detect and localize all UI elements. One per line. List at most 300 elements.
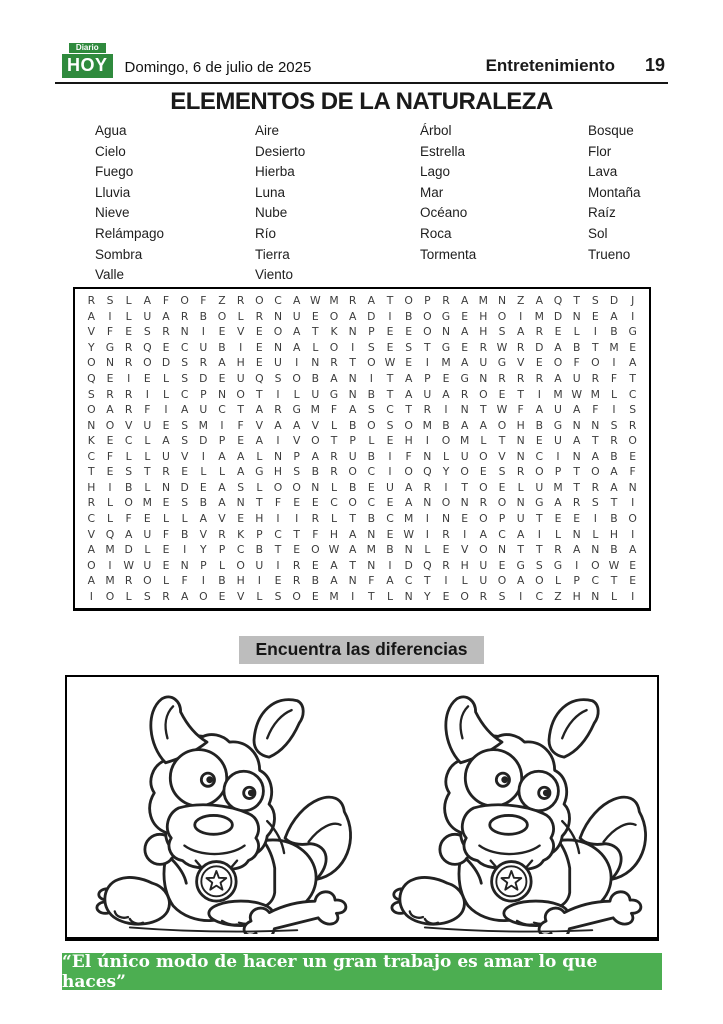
grid-letter: A bbox=[610, 480, 618, 494]
grid-letter: R bbox=[330, 465, 338, 479]
grid-letter: D bbox=[199, 372, 208, 386]
grid-letter: W bbox=[123, 558, 134, 572]
grid-letter: E bbox=[367, 480, 375, 494]
differences-panel bbox=[65, 675, 659, 941]
grid-letter: S bbox=[498, 325, 506, 339]
grid-letter: O bbox=[497, 309, 507, 323]
grid-letter: R bbox=[591, 372, 600, 386]
grid-letter: S bbox=[629, 403, 637, 417]
grid-letter: B bbox=[199, 496, 208, 510]
grid-letter: H bbox=[329, 527, 339, 541]
grid-letter: Z bbox=[554, 589, 562, 603]
grid-letter: V bbox=[292, 434, 301, 448]
grid-letter: O bbox=[479, 511, 488, 525]
grid-letter: U bbox=[199, 403, 208, 417]
grid-letter: I bbox=[220, 418, 224, 432]
grid-letter: R bbox=[516, 465, 525, 479]
logo-hoy-label: HOY bbox=[62, 54, 113, 78]
grid-letter: G bbox=[255, 465, 264, 479]
word-search-grid bbox=[73, 287, 651, 611]
grid-letter: W bbox=[384, 356, 396, 370]
grid-letter: N bbox=[180, 558, 189, 572]
grid-letter: T bbox=[610, 574, 618, 588]
grid-letter: R bbox=[572, 496, 581, 510]
grid-letter: N bbox=[591, 543, 600, 557]
grid-letter: I bbox=[351, 589, 355, 603]
grid-letter: Q bbox=[553, 294, 563, 308]
grid-letter: D bbox=[367, 309, 376, 323]
grid-letter: O bbox=[404, 465, 413, 479]
grid-letter: A bbox=[516, 527, 525, 541]
grid-letter: A bbox=[404, 480, 413, 494]
grid-letter: G bbox=[105, 340, 115, 354]
grid-letter: D bbox=[161, 356, 171, 370]
grid-letter: R bbox=[591, 480, 600, 494]
grid-letter: B bbox=[442, 418, 450, 432]
grid-letter: B bbox=[348, 418, 357, 432]
grid-letter: U bbox=[460, 449, 469, 463]
word-list bbox=[95, 121, 670, 286]
grid-letter: I bbox=[295, 356, 299, 370]
cartoon-dog-image-right bbox=[362, 680, 657, 934]
grid-letter: I bbox=[201, 449, 205, 463]
grid-letter: Z bbox=[218, 294, 226, 308]
grid-letter: O bbox=[236, 387, 245, 401]
grid-letter: A bbox=[516, 574, 525, 588]
grid-letter: F bbox=[573, 356, 580, 370]
grid-letter: E bbox=[311, 589, 319, 603]
grid-letter: E bbox=[237, 434, 245, 448]
grid-letter: N bbox=[441, 511, 451, 525]
grid-letter: O bbox=[348, 465, 357, 479]
grid-letter: N bbox=[348, 372, 357, 386]
grid-letter: R bbox=[516, 340, 525, 354]
grid-letter: R bbox=[498, 372, 506, 386]
grid-letter: N bbox=[516, 449, 525, 463]
grid-letter: A bbox=[348, 527, 357, 541]
grid-letter: C bbox=[404, 574, 413, 588]
grid-letter: D bbox=[180, 480, 189, 494]
grid-letter: T bbox=[536, 511, 543, 525]
grid-letter: I bbox=[425, 434, 429, 448]
grid-letter: O bbox=[423, 309, 432, 323]
grid-letter: C bbox=[274, 527, 282, 541]
grid-letter: L bbox=[592, 527, 599, 541]
grid-letter: I bbox=[108, 480, 112, 494]
grid-letter: A bbox=[460, 325, 469, 339]
grid-letter: M bbox=[553, 480, 563, 494]
word-item: Estrella bbox=[420, 143, 466, 159]
grid-letter: E bbox=[162, 418, 170, 432]
grid-letter: I bbox=[239, 340, 243, 354]
grid-letter: N bbox=[348, 574, 357, 588]
grid-letter: H bbox=[255, 511, 264, 525]
grid-letter: I bbox=[183, 543, 187, 557]
grid-letter: O bbox=[311, 434, 320, 448]
grid-letter: A bbox=[554, 340, 562, 354]
grid-letter: I bbox=[463, 527, 467, 541]
grid-letter: A bbox=[386, 574, 394, 588]
grid-letter: P bbox=[424, 372, 431, 386]
grid-letter: A bbox=[124, 527, 133, 541]
grid-letter: S bbox=[498, 589, 506, 603]
grid-letter: F bbox=[517, 403, 524, 417]
word-item: Sombra bbox=[95, 246, 143, 262]
grid-letter: N bbox=[161, 480, 171, 494]
grid-letter: Y bbox=[442, 465, 450, 479]
grid-letter: W bbox=[403, 527, 414, 541]
grid-letter: P bbox=[349, 434, 356, 448]
grid-letter: G bbox=[441, 340, 451, 354]
word-item: Mar bbox=[420, 184, 444, 200]
grid-letter: B bbox=[199, 309, 208, 323]
grid-letter: T bbox=[274, 543, 282, 557]
grid-letter: F bbox=[200, 294, 207, 308]
grid-letter: E bbox=[535, 356, 543, 370]
grid-letter: M bbox=[366, 543, 376, 557]
grid-letter: R bbox=[610, 434, 618, 448]
grid-letter: I bbox=[388, 309, 392, 323]
grid-letter: A bbox=[516, 325, 525, 339]
grid-letter: E bbox=[143, 372, 151, 386]
word-list-column bbox=[95, 121, 164, 286]
grid-letter: R bbox=[311, 511, 320, 525]
grid-letter: I bbox=[388, 558, 392, 572]
grid-letter: M bbox=[590, 387, 600, 401]
grid-letter: T bbox=[293, 527, 300, 541]
grid-letter: A bbox=[162, 309, 170, 323]
grid-letter: E bbox=[442, 589, 450, 603]
grid-letter: S bbox=[181, 434, 189, 448]
grid-letter: P bbox=[368, 325, 375, 339]
grid-letter: L bbox=[125, 309, 132, 323]
word-item: Bosque bbox=[588, 123, 634, 138]
grid-letter: T bbox=[424, 574, 431, 588]
grid-letter: B bbox=[218, 574, 226, 588]
grid-letter: R bbox=[236, 294, 245, 308]
grid-letter: P bbox=[498, 511, 506, 525]
grid-letter: S bbox=[293, 465, 301, 479]
cartoon-dog-image-left bbox=[67, 680, 362, 934]
grid-letter: E bbox=[162, 496, 170, 510]
grid-letter: S bbox=[181, 372, 189, 386]
word-item: Aire bbox=[255, 123, 280, 138]
grid-letter: U bbox=[479, 356, 488, 370]
grid-letter: S bbox=[143, 589, 151, 603]
grid-letter: O bbox=[273, 480, 283, 494]
grid-letter: S bbox=[367, 340, 375, 354]
grid-letter: F bbox=[312, 527, 319, 541]
grid-letter: I bbox=[444, 480, 448, 494]
grid-letter: R bbox=[162, 465, 170, 479]
grid-letter: F bbox=[144, 403, 151, 417]
grid-letter: Q bbox=[255, 372, 264, 386]
grid-letter: S bbox=[498, 465, 506, 479]
grid-letter: B bbox=[404, 309, 413, 323]
grid-letter: S bbox=[591, 294, 599, 308]
grid-letter: N bbox=[516, 496, 525, 510]
grid-letter: E bbox=[311, 309, 319, 323]
grid-letter: V bbox=[87, 325, 96, 339]
grid-letter: E bbox=[498, 558, 506, 572]
grid-letter: O bbox=[404, 418, 413, 432]
grid-letter: A bbox=[292, 294, 301, 308]
grid-letter: C bbox=[628, 387, 637, 401]
grid-letter: A bbox=[442, 387, 450, 401]
grid-letter: T bbox=[592, 434, 599, 448]
grid-letter: I bbox=[631, 309, 635, 323]
grid-letter: L bbox=[330, 511, 337, 525]
grid-letter: A bbox=[460, 356, 469, 370]
grid-letter: N bbox=[180, 325, 189, 339]
word-list-column bbox=[255, 121, 305, 286]
grid-letter: N bbox=[628, 480, 637, 494]
grid-letter: F bbox=[106, 325, 114, 339]
grid-letter: B bbox=[367, 449, 376, 463]
grid-letter: A bbox=[199, 511, 208, 525]
grid-letter: T bbox=[349, 356, 356, 370]
grid-letter: L bbox=[256, 449, 263, 463]
grid-letter: C bbox=[330, 496, 338, 510]
grid-letter: W bbox=[608, 558, 620, 572]
grid-letter: V bbox=[87, 527, 96, 541]
grid-letter: S bbox=[386, 418, 394, 432]
grid-letter: U bbox=[423, 387, 432, 401]
word-item: Nieve bbox=[95, 205, 130, 221]
grid-letter: E bbox=[125, 325, 133, 339]
grid-letter: E bbox=[498, 387, 506, 401]
section-name: Entretenimiento bbox=[485, 56, 615, 75]
grid-letter: I bbox=[388, 449, 392, 463]
grid-letter: L bbox=[144, 543, 151, 557]
grid-letter: N bbox=[87, 418, 96, 432]
differences-heading-label: Encuentra las diferencias bbox=[239, 636, 483, 664]
grid-letter: A bbox=[404, 387, 413, 401]
grid-letter: N bbox=[423, 449, 432, 463]
grid-letter: I bbox=[257, 574, 261, 588]
grid-letter: O bbox=[199, 589, 208, 603]
grid-letter: T bbox=[330, 434, 338, 448]
grid-letter: U bbox=[535, 480, 544, 494]
grid-letter: I bbox=[519, 589, 523, 603]
grid-letter: A bbox=[255, 403, 264, 417]
grid-letter: I bbox=[631, 589, 635, 603]
grid-letter: L bbox=[218, 465, 225, 479]
quote-banner bbox=[62, 953, 662, 990]
grid-letter: O bbox=[143, 356, 152, 370]
grid-letter: T bbox=[424, 340, 431, 354]
grid-letter: Q bbox=[143, 340, 152, 354]
grid-letter: E bbox=[629, 449, 637, 463]
grid-letter: F bbox=[125, 511, 132, 525]
grid-letter: I bbox=[612, 356, 616, 370]
grid-letter: I bbox=[201, 574, 205, 588]
grid-letter: E bbox=[554, 511, 562, 525]
grid-letter: G bbox=[553, 418, 563, 432]
grid-letter: R bbox=[423, 403, 432, 417]
grid-letter: A bbox=[348, 403, 357, 417]
grid-letter: T bbox=[349, 511, 356, 525]
grid-letter: L bbox=[554, 527, 561, 541]
grid-letter: U bbox=[143, 527, 152, 541]
grid-letter: E bbox=[461, 340, 469, 354]
grid-letter: V bbox=[460, 543, 469, 557]
grid-letter: A bbox=[535, 403, 544, 417]
grid-letter: I bbox=[593, 325, 597, 339]
grid-letter: H bbox=[236, 356, 245, 370]
grid-letter: T bbox=[461, 480, 468, 494]
grid-letter: S bbox=[274, 589, 282, 603]
grid-letter: A bbox=[479, 527, 488, 541]
grid-letter: O bbox=[553, 356, 563, 370]
grid-letter: V bbox=[124, 418, 133, 432]
grid-letter: A bbox=[572, 434, 581, 448]
grid-letter: E bbox=[629, 340, 637, 354]
grid-letter: A bbox=[404, 496, 413, 510]
grid-letter: O bbox=[628, 511, 637, 525]
grid-letter: O bbox=[329, 309, 339, 323]
grid-letter: O bbox=[367, 356, 376, 370]
header-right bbox=[486, 55, 665, 78]
grid-letter: F bbox=[181, 574, 188, 588]
grid-letter: N bbox=[348, 387, 357, 401]
grid-letter: I bbox=[593, 511, 597, 525]
grid-letter: B bbox=[180, 527, 189, 541]
grid-letter: S bbox=[181, 356, 189, 370]
grid-letter: S bbox=[367, 403, 375, 417]
grid-letter: N bbox=[591, 589, 600, 603]
grid-letter: E bbox=[274, 574, 282, 588]
grid-letter: W bbox=[328, 543, 340, 557]
differences-heading bbox=[0, 636, 723, 664]
grid-letter: O bbox=[292, 480, 301, 494]
word-item: Tierra bbox=[255, 246, 290, 262]
grid-letter: L bbox=[106, 496, 113, 510]
puzzle-title: ELEMENTOS DE LA NATURALEZA bbox=[170, 88, 553, 115]
grid-letter: O bbox=[460, 589, 469, 603]
grid-letter: U bbox=[162, 449, 170, 463]
grid-letter: P bbox=[218, 543, 226, 557]
grid-letter: O bbox=[348, 496, 357, 510]
grid-letter: G bbox=[292, 403, 301, 417]
grid-letter: O bbox=[591, 465, 600, 479]
grid-letter: K bbox=[87, 434, 95, 448]
newspaper-logo bbox=[62, 43, 113, 78]
grid-letter: C bbox=[124, 434, 133, 448]
grid-letter: T bbox=[610, 496, 618, 510]
grid-letter: B bbox=[311, 372, 320, 386]
grid-letter: Q bbox=[423, 558, 432, 572]
grid-letter: U bbox=[554, 403, 562, 417]
grid-letter: N bbox=[497, 294, 507, 308]
grid-letter: A bbox=[311, 449, 320, 463]
grid-letter: B bbox=[610, 325, 618, 339]
grid-letter: E bbox=[237, 511, 245, 525]
grid-letter: T bbox=[256, 496, 263, 510]
grid-letter: O bbox=[591, 558, 600, 572]
grid-letter: R bbox=[479, 496, 488, 510]
grid-letter: W bbox=[309, 294, 321, 308]
grid-letter: E bbox=[461, 511, 469, 525]
grid-letter: M bbox=[534, 309, 544, 323]
grid-letter: P bbox=[218, 434, 226, 448]
grid-letter: T bbox=[256, 387, 263, 401]
grid-letter: D bbox=[535, 340, 544, 354]
grid-letter: N bbox=[572, 449, 581, 463]
grid-letter: R bbox=[274, 403, 282, 417]
grid-letter: U bbox=[516, 511, 525, 525]
grid-letter: E bbox=[479, 465, 487, 479]
grid-letter: G bbox=[460, 372, 469, 386]
grid-letter: E bbox=[255, 356, 263, 370]
grid-letter: O bbox=[236, 558, 245, 572]
grid-letter: C bbox=[180, 340, 189, 354]
grid-letter: N bbox=[236, 496, 245, 510]
grid-letter: H bbox=[460, 558, 469, 572]
grid-letter: R bbox=[442, 558, 450, 572]
grid-letter: F bbox=[610, 372, 618, 386]
grid-letter: V bbox=[180, 449, 189, 463]
grid-letter: I bbox=[612, 403, 616, 417]
grid-letter: M bbox=[105, 543, 115, 557]
grid-letter: L bbox=[480, 434, 487, 448]
grid-letter: K bbox=[330, 325, 338, 339]
grid-letter: V bbox=[516, 356, 525, 370]
grid-letter: P bbox=[256, 527, 263, 541]
grid-letter: W bbox=[496, 340, 508, 354]
grid-letter: S bbox=[181, 418, 189, 432]
grid-letter: M bbox=[459, 434, 470, 448]
grid-letter: O bbox=[441, 496, 451, 510]
word-item: Nube bbox=[255, 205, 288, 221]
grid-letter: R bbox=[442, 294, 450, 308]
grid-letter: O bbox=[329, 340, 339, 354]
grid-letter: T bbox=[144, 465, 151, 479]
grid-letter: Y bbox=[200, 543, 207, 557]
grid-letter: L bbox=[610, 589, 617, 603]
grid-letter: O bbox=[292, 589, 301, 603]
grid-letter: L bbox=[554, 574, 561, 588]
grid-letter: I bbox=[425, 356, 429, 370]
grid-letter: Y bbox=[88, 340, 95, 354]
grid-letter: T bbox=[405, 403, 412, 417]
grid-letter: P bbox=[293, 449, 300, 463]
grid-letter: F bbox=[274, 496, 282, 510]
word-list-column bbox=[420, 121, 476, 265]
grid-letter: R bbox=[124, 574, 133, 588]
grid-letter: I bbox=[575, 558, 579, 572]
grid-letter: N bbox=[367, 558, 376, 572]
word-item: Árbol bbox=[420, 123, 452, 138]
grid-letter: W bbox=[496, 403, 508, 417]
grid-letter: I bbox=[631, 527, 635, 541]
grid-letter: G bbox=[329, 387, 339, 401]
grid-letter: E bbox=[293, 496, 301, 510]
grid-letter: E bbox=[573, 511, 581, 525]
grid-letter: R bbox=[87, 496, 96, 510]
grid-letter: L bbox=[368, 434, 375, 448]
grid-letter: E bbox=[535, 434, 543, 448]
grid-letter: L bbox=[144, 449, 151, 463]
grid-letter: O bbox=[535, 574, 544, 588]
word-item: Lava bbox=[588, 164, 618, 180]
grid-letter: R bbox=[162, 589, 170, 603]
grid-letter: A bbox=[180, 403, 189, 417]
grid-letter: E bbox=[461, 309, 469, 323]
grid-letter: V bbox=[199, 527, 208, 541]
grid-letter: S bbox=[274, 372, 282, 386]
grid-letter: A bbox=[236, 465, 245, 479]
